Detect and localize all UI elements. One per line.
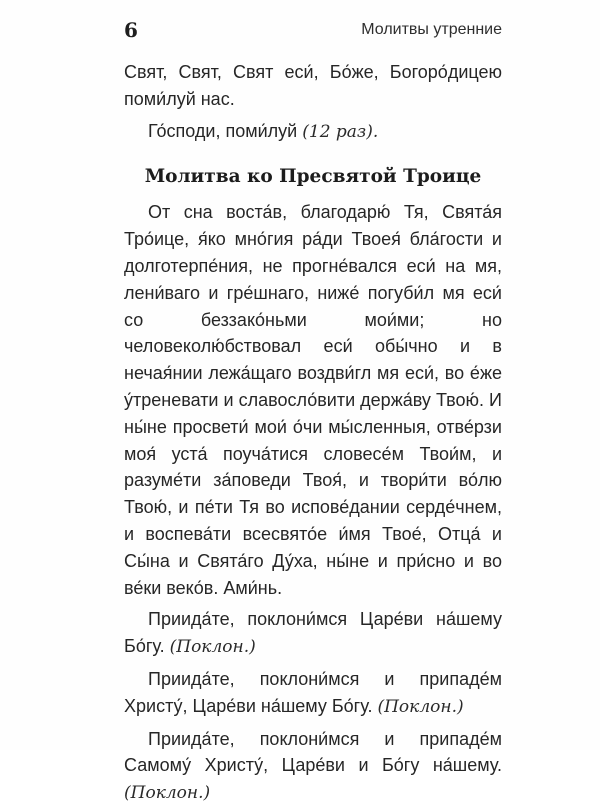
- paragraph-prayer: [124, 199, 502, 601]
- running-title: Молитвы утренние: [361, 21, 502, 38]
- paragraph-lord-have-mercy: [124, 118, 502, 146]
- paragraph-text: Го́споди, поми́луй: [148, 120, 298, 141]
- paragraph-text: Приида́те, поклони́мся Царе́ви на́шему Бо́гу.: [124, 609, 502, 657]
- paragraph-text: От сна воста́в, благодарю́ Тя, Свята́я Тро́ице, я́ко мно́гия ра́ди Твоея́ бла́гости и долготерпе́ния, не прогне́вался еси́ на мя, лени́ваго и гре́шнаго, ниже́ погуби́л мя еси́ со беззако́ньми мои́ми; но человеколю́бствовал еси́ обы́чно и в нечая́нии лежа́щаго воздви́гл мя еси́, во е́же у́треневати и славосло́вити держа́ву Твою́. И ны́не просвети́ мои́ о́чи мы́сленныя, отве́рзи моя́ уста́ поуча́тися словесе́м Твои́м, и разуме́ти за́поведи Твоя́, и твори́ти во́лю Твою́, и пе́ти Тя во испове́дании серде́чнем, и воспева́ти всесвято́е и́мя Твое́, Отца́ и Сы́на и Свята́го Ду́ха, ны́не и при́сно и во ве́ки веко́в. Ами́нь.: [124, 202, 502, 598]
- paragraph-text: Приида́те, поклони́мся и припаде́м Христу́, Царе́ви на́шему Бо́гу.: [124, 668, 502, 716]
- rubric-note: (12 раз).: [302, 121, 379, 142]
- rubric-note: (Поклон.): [169, 637, 256, 658]
- rubric-note: (Поклон.): [124, 783, 211, 804]
- section-heading: Молитва ко Пресвятой Троице: [144, 166, 482, 188]
- paragraph-trisagion: [124, 59, 502, 113]
- rubric-note: (Поклон.): [377, 696, 464, 717]
- page-number: 6: [124, 18, 138, 42]
- page-body: [124, 59, 502, 807]
- paragraph-text: Приида́те, поклони́мся и припаде́м Самому́ Христу́, Царе́ви и Бо́гу на́шему.: [124, 728, 502, 776]
- paragraph-text: Свят, Свят, Свят еси́, Бо́же, Богоро́дицею поми́луй нас.: [124, 62, 502, 109]
- paragraph-invocation-1: [124, 606, 502, 661]
- page-header: [124, 8, 502, 42]
- paragraph-invocation-3: [124, 726, 502, 807]
- paragraph-invocation-2: [124, 666, 502, 721]
